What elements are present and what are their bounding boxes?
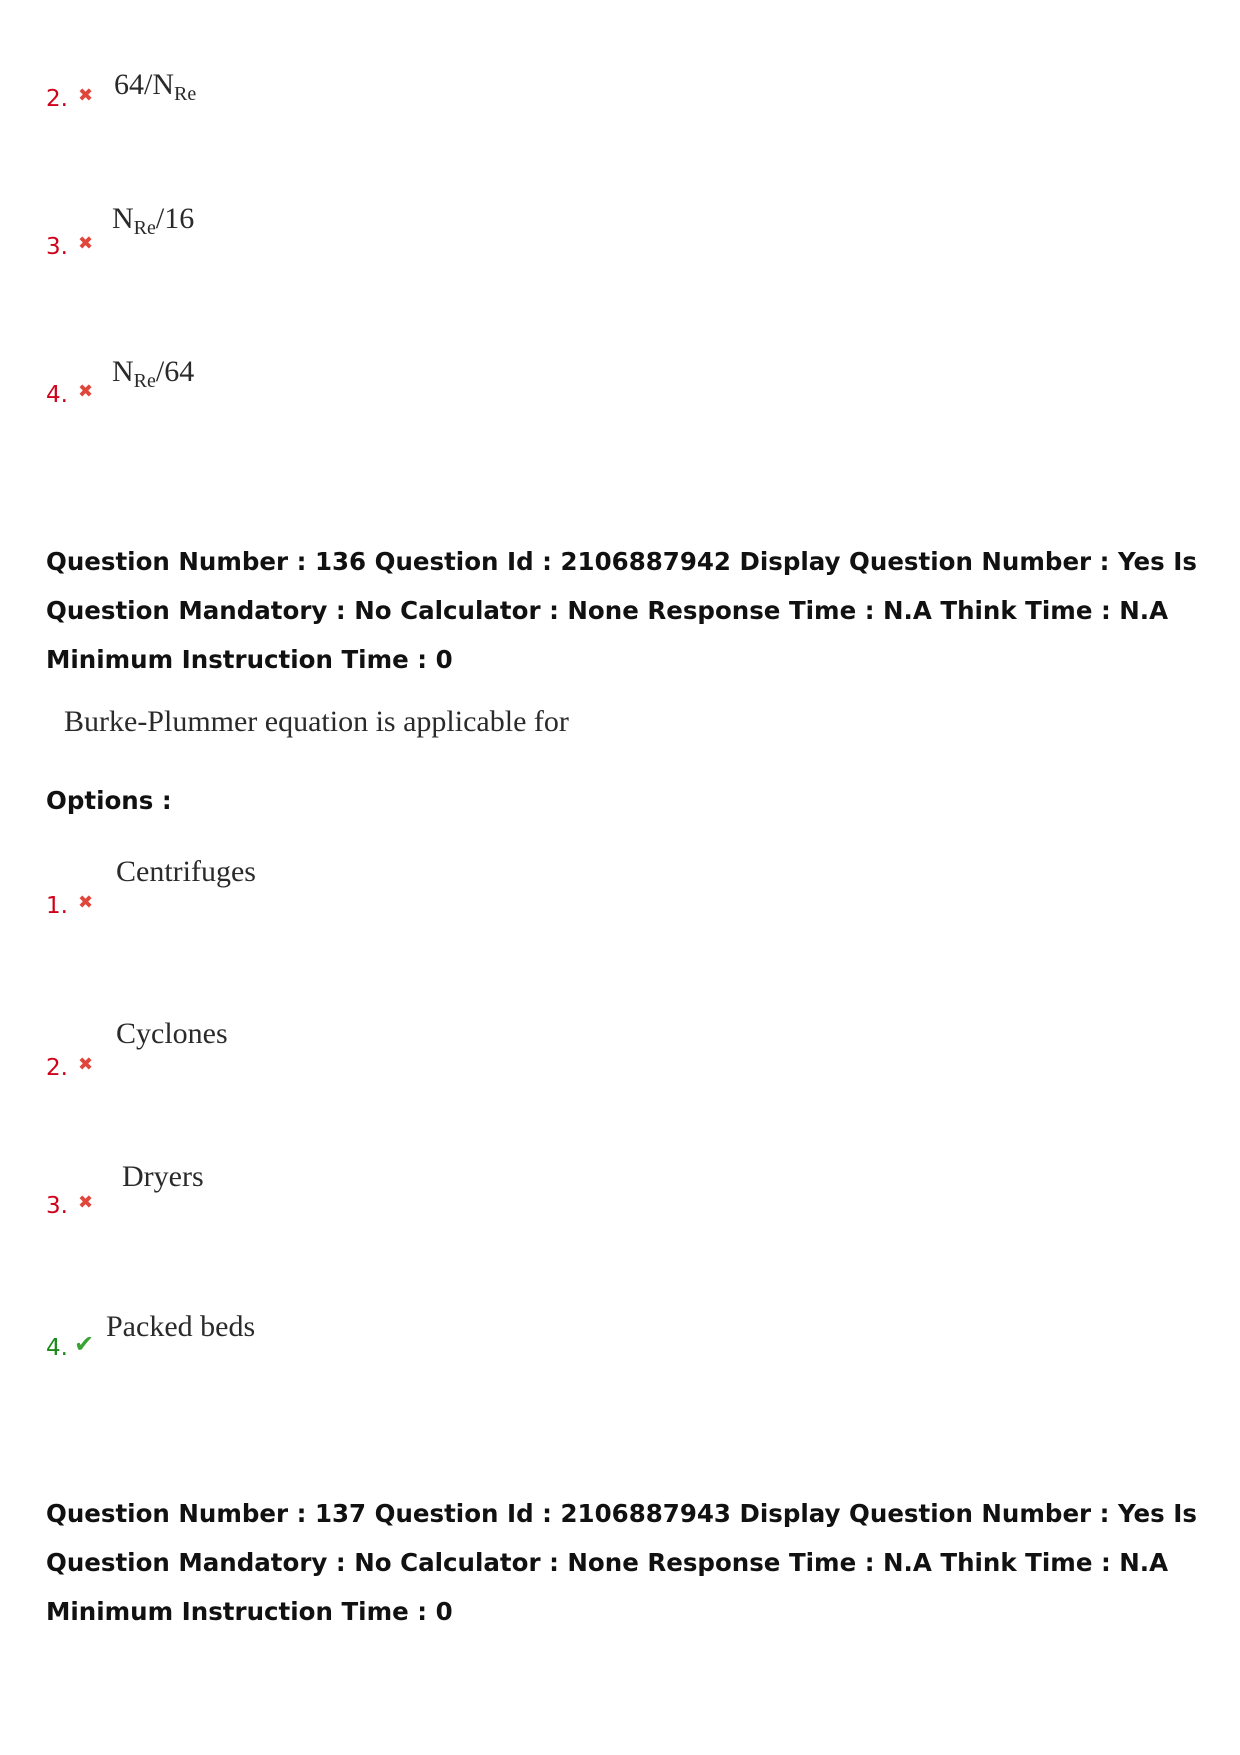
prev-option-4-number: 4. [46, 382, 68, 408]
prev-option-2-text: $64/N_{Re}$ [114, 68, 197, 105]
prev-option-2-number: 2. [46, 86, 68, 112]
prev-option-4-text: $N_{Re}/64$ [112, 355, 195, 392]
q136-option-4 [46, 1310, 446, 1370]
question-136-meta: Question Number : 136 Question Id : 2106887942 Display Question Number : Yes Is Question Mandatory : No Calculator : None Response Time : N.A Think Time : N.A Minimum Instruction Time : 0 [46, 547, 1197, 674]
cross-icon: ✖ [78, 892, 94, 913]
q136-option-1-number: 1. [46, 893, 68, 919]
cross-icon: ✖ [78, 381, 94, 402]
cross-icon: ✖ [78, 85, 94, 106]
cross-icon: ✖ [78, 233, 94, 254]
q136-option-3-number: 3. [46, 1193, 68, 1219]
prev-option-3-text: $N_{Re}/16$ [112, 202, 195, 239]
prev-option-2 [46, 68, 446, 128]
q136-option-2 [46, 1017, 446, 1081]
q136-option-1 [46, 855, 446, 919]
q136-option-3 [46, 1160, 446, 1220]
q136-option-1-text: Centrifuges [116, 855, 256, 888]
question-137-meta: Question Number : 137 Question Id : 2106887943 Display Question Number : Yes Is Question Mandatory : No Calculator : None Response Time : N.A Think Time : N.A Minimum Instruction Time : 0 [46, 1499, 1197, 1626]
q136-option-4-text: Packed beds [106, 1310, 256, 1343]
q136-option-4-number: 4. [46, 1335, 68, 1361]
prev-option-4 [46, 355, 446, 415]
q136-option-3-text: Dryers [122, 1160, 204, 1193]
question-136-options-label: Options : [46, 786, 172, 815]
cross-icon: ✖ [78, 1054, 94, 1075]
check-icon: ✔ [74, 1330, 95, 1358]
prev-option-3 [46, 202, 446, 262]
prev-option-3-number: 3. [46, 234, 68, 260]
q136-option-2-number: 2. [46, 1055, 68, 1081]
question-136-text: Burke-Plummer equation is applicable for [64, 705, 569, 738]
q136-option-2-text: Cyclones [116, 1017, 228, 1050]
cross-icon: ✖ [78, 1192, 94, 1213]
